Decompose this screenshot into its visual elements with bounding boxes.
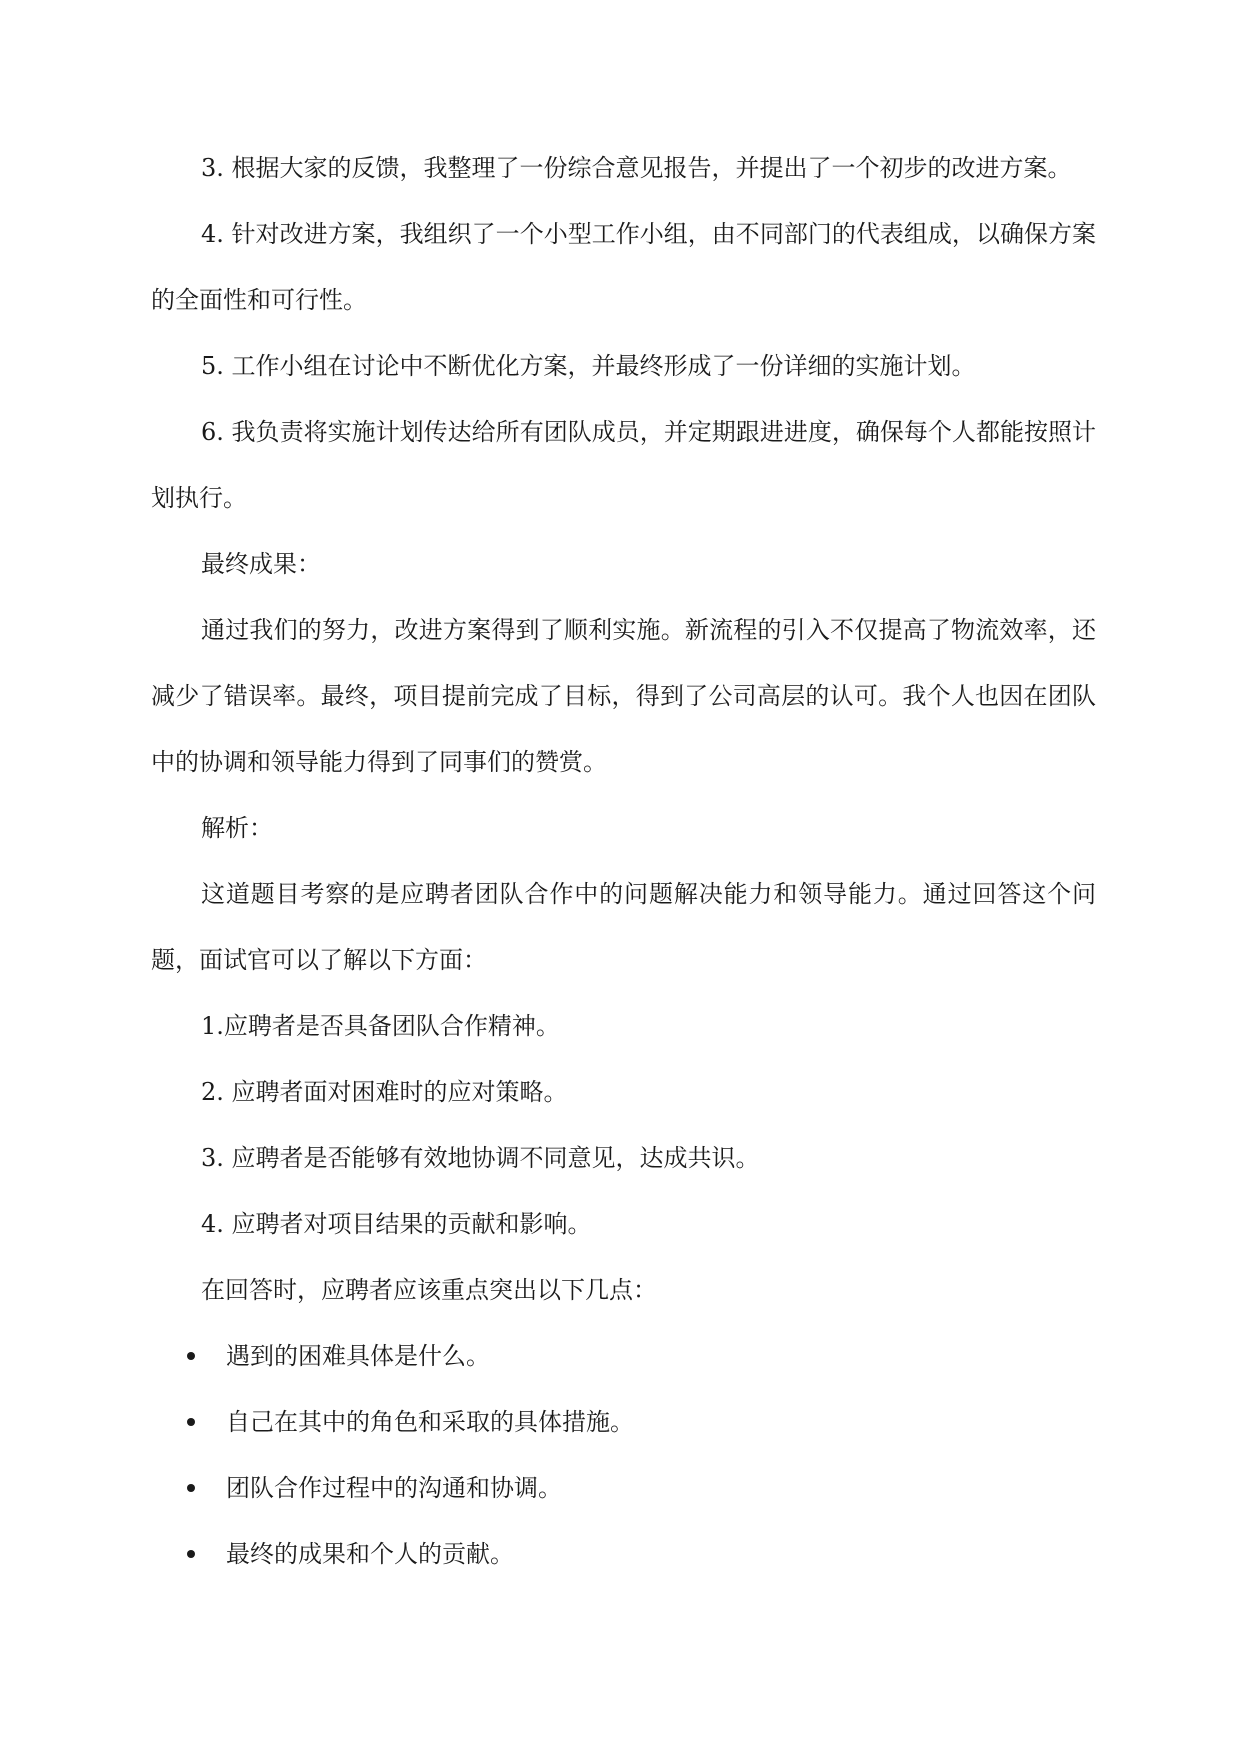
bullet-list [151, 1323, 1096, 1587]
analysis-point-1: 1.应聘者是否具备团队合作精神。 [201, 1012, 560, 1040]
paragraph-step-3: 3. 根据大家的反馈，我整理了一份综合意见报告，并提出了一个初步的改进方案。 [201, 154, 1072, 182]
analysis-point-2: 2. 应聘者面对困难时的应对策略。 [201, 1078, 568, 1106]
list-item [151, 1323, 1096, 1389]
paragraph-step-4: 4. 针对改进方案，我组织了一个小型工作小组，由不同部门的代表组成，以确保方案的全面性和可行性。 [151, 220, 1096, 314]
analysis-point-4: 4. 应聘者对项目结果的贡献和影响。 [201, 1210, 592, 1238]
list-item [151, 1389, 1096, 1455]
document-body [151, 135, 1096, 1587]
bullet-dot-icon [187, 1418, 195, 1426]
paragraph-answer-tips: 在回答时，应聘者应该重点突出以下几点： [201, 1276, 657, 1304]
paragraph-step-6: 6. 我负责将实施计划传达给所有团队成员，并定期跟进进度，确保每个人都能按照计划执行。 [151, 418, 1096, 512]
list-item-text: 团队合作过程中的沟通和协调。 [226, 1474, 562, 1502]
heading-analysis: 解析： [201, 814, 273, 842]
list-item-text: 遇到的困难具体是什么。 [226, 1342, 490, 1370]
list-item [151, 1455, 1096, 1521]
heading-final-result: 最终成果： [201, 550, 321, 578]
analysis-point-3: 3. 应聘者是否能够有效地协调不同意见，达成共识。 [201, 1144, 760, 1172]
paragraph-analysis: 这道题目考察的是应聘者团队合作中的问题解决能力和领导能力。通过回答这个问题，面试官可以了解以下方面： [151, 880, 1096, 974]
bullet-dot-icon [187, 1352, 195, 1360]
list-item-text: 最终的成果和个人的贡献。 [226, 1540, 514, 1568]
list-item-text: 自己在其中的角色和采取的具体措施。 [226, 1408, 634, 1436]
paragraph-step-5: 5. 工作小组在讨论中不断优化方案，并最终形成了一份详细的实施计划。 [201, 352, 976, 380]
bullet-dot-icon [187, 1484, 195, 1492]
paragraph-final-result: 通过我们的努力，改进方案得到了顺利实施。新流程的引入不仅提高了物流效率，还减少了错误率。最终，项目提前完成了目标，得到了公司高层的认可。我个人也因在团队中的协调和领导能力得到了同事们的赞赏。 [151, 616, 1096, 776]
bullet-dot-icon [187, 1550, 195, 1558]
list-item [151, 1521, 1096, 1587]
